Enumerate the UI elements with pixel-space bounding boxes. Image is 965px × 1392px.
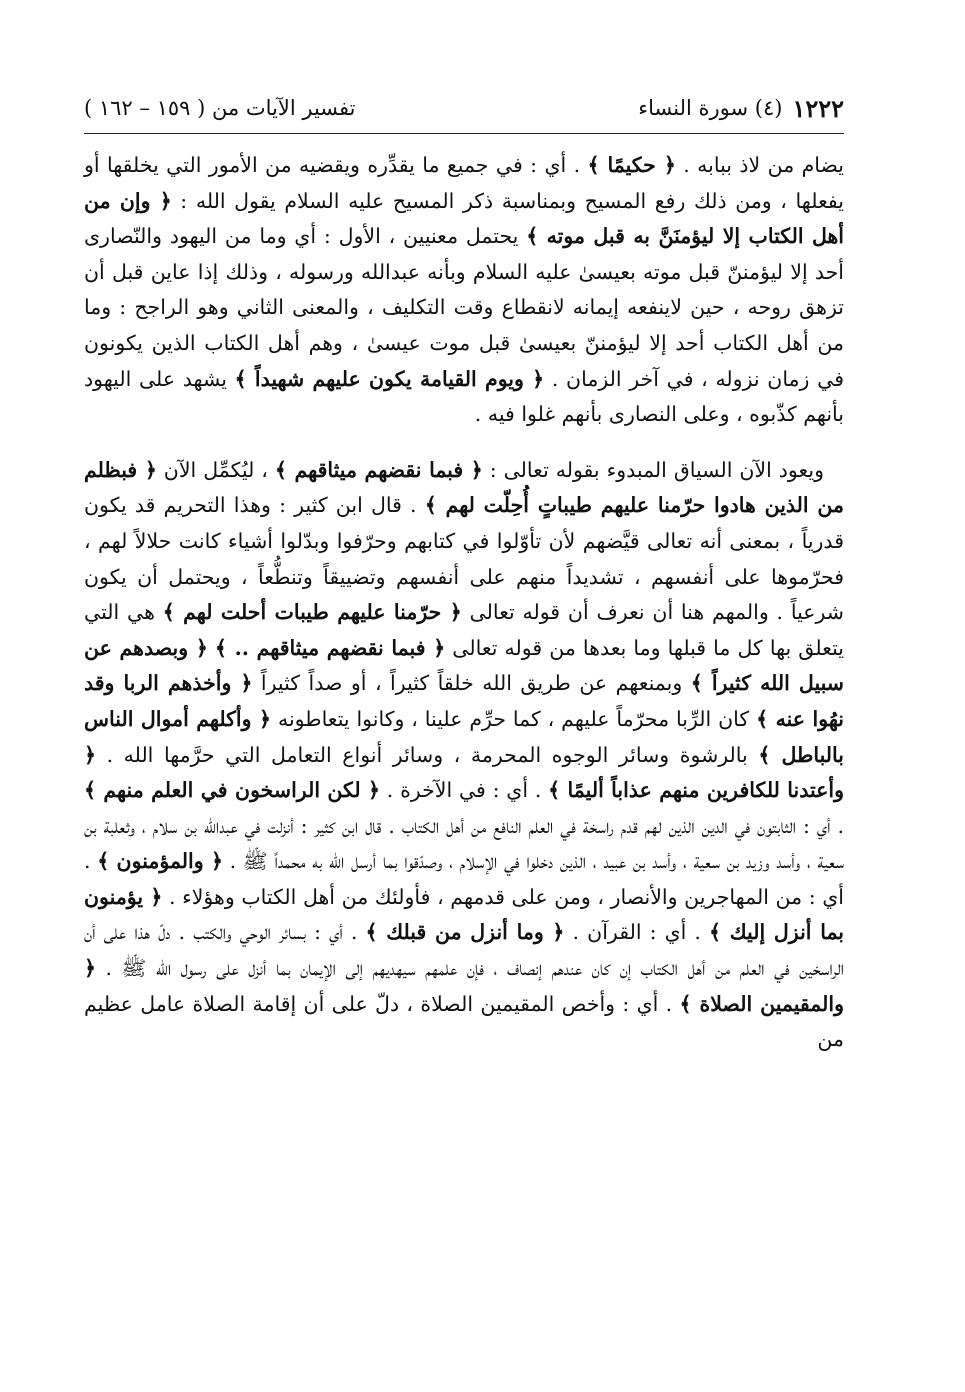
quran-quote: ﴿ وما أنزل من قبلك ﴾ bbox=[365, 920, 565, 945]
text-run: . أي : القرآن . bbox=[564, 920, 710, 945]
quran-quote: ﴿ وإن من أهل الكتاب إلا ليؤمنَنَّ به قبل موته ﴾ bbox=[84, 188, 844, 249]
text-run: . أي : في جميع ما يقدِّره ويقضيه من الأمور التي يخلقها أو يفعلها ، ومن ذلك رفع المسيح وبمناسبة ذكر المسيح عليه السلام يقول الله : bbox=[84, 153, 844, 213]
text-run: . أي : بسائر الوحي والكتب . دلّ هذا على أن الراسخين في العلم من أهل الكتاب إن كان عندهم إنصاف ، فإن علمهم سيهديهم إلى الإيمان بما أنزل على رسول الله ﷺ . bbox=[84, 920, 844, 981]
quran-quote: ﴿ حرّمنا عليهم طيبات أحلت لهم ﴾ bbox=[162, 600, 462, 625]
text-run: . قال ابن كثير : وهذا التحريم قد يكون قدرياً ، بمعنى أنه تعالى قيَّضهم لأن تأوّلوا في كتابهم وحرّفوا وبدّلوا أشياء كانت حلالاً لهم ، فحرّموها على أنفسهم ، تشديداً منهم على أنفسهم وتضييقاً وتنطُّعاً ، ويحتمل أن يكون شرعياً . والمهم هنا أن نعرف أن قوله تعالى bbox=[84, 493, 844, 625]
quran-quote: ﴿ لكن الراسخون في العلم منهم ﴾ bbox=[84, 778, 380, 803]
text-run: يشهد على اليهود بأنهم كذّبوه ، وعلى النصارى بأنهم غلوا فيه . bbox=[84, 366, 844, 427]
section-title: تفسير الآيات من ( ١٥٩ – ١٦٢ ) bbox=[84, 96, 356, 120]
quran-quote: ﴿ ويوم القيامة يكون عليهم شهيداً ﴾ bbox=[234, 366, 545, 391]
surah-name: (٤) سورة النساء bbox=[638, 96, 783, 120]
quran-quote: ﴿ فبما نقضهم ميثاقهم ﴾ bbox=[274, 457, 483, 482]
running-header bbox=[84, 88, 844, 128]
text-run: . أي : من المهاجرين والأنصار ، ومن على قدمهم ، فأولئك من أهل الكتاب وهؤلاء . bbox=[84, 849, 844, 909]
quran-quote: ﴿ والمؤمنون ﴾ bbox=[97, 849, 223, 874]
text-run: . أي : الثابتون في الدين الذين لهم قدم راسخة في العلم النافع من أهل الكتاب . قال ابن كثير : أنزلت في عبدالله بن سلام ، وثعلبة بن سعية ، وأسد وزيد بن سعية ، وأسد بن عبيد ، الذين دخلوا في الإسلام ، وصدّقوا بما أرسل الله به محمداً ﷺ . bbox=[84, 813, 844, 874]
header-divider bbox=[84, 133, 844, 134]
text-run bbox=[208, 636, 215, 660]
text-run: . أي : وأخص المقيمين الصلاة ، دلّ على أن إقامة الصلاة عامل عظيم من bbox=[84, 991, 844, 1052]
quran-quote: ﴿ فبما نقضهم ميثاقهم .. ﴾ bbox=[214, 635, 446, 660]
quran-quote: ﴿ وبصدهم عن سبيل الله كثيراً ﴾ bbox=[84, 635, 844, 696]
text-run: هي التي يتعلق بها كل ما قبلها وما بعدها من قوله تعالى bbox=[84, 600, 844, 660]
text-run: بالرشوة وسائر الوجوه المحرمة ، وسائر أنواع التعامل التي حرَّمها الله . bbox=[96, 742, 759, 767]
quran-quote: ﴿ حكيمًا ﴾ bbox=[587, 153, 676, 177]
text-run: يحتمل معنيين ، الأول : أي وما من اليهود والنّصارى أحد إلا ليؤمننّ قبل موته بعيسىٰ عليه السلام وبأنه عبدالله ورسوله ، وذلك إذا عاين قبل أن تزهق روحه ، حين لاينفعه إيمانه لانقطاع وقت التكليف ، والمعنى الثاني وهو الراجح : وما من أهل الكتاب أحد إلا ليؤمننّ بعيسىٰ قبل موت عيسىٰ ، وهم أهل الكتاب الذين يكونون في زمان نزوله ، في آخر الزمان . bbox=[84, 224, 844, 391]
text-run: ويعود الآن السياق المبدوء بقوله تعالى : bbox=[482, 457, 824, 482]
page-number: ١٢٢٢ bbox=[792, 93, 844, 123]
quran-quote: ﴿ فبظلم من الذين هادوا حرّمنا عليهم طيباتٍ أُحِلّت لهم ﴾ bbox=[84, 457, 844, 518]
text-run: ، ليُكمِّل الآن bbox=[156, 457, 275, 482]
paragraph-2 bbox=[84, 453, 844, 1058]
paragraph-1 bbox=[84, 148, 844, 433]
quran-quote: ﴿ والمقيمين الصلاة ﴾ bbox=[84, 956, 844, 1016]
text-run: وبمنعهم عن طريق الله خلقاً كثيراً ، أو صداً كثيراً bbox=[252, 671, 691, 696]
quran-quote: ﴿ وأكلهم أموال الناس بالباطل ﴾ bbox=[84, 706, 844, 767]
text-run: . أي : في الآخرة . bbox=[380, 778, 549, 803]
quran-quote: ﴿ وأخذهم الربا وقد نهُوا عنه ﴾ bbox=[84, 671, 844, 731]
header-right bbox=[638, 94, 844, 123]
quran-quote: ﴿ وأعتدنا للكافرين منهم عذاباً أليمًا ﴾ bbox=[84, 742, 844, 803]
quran-quote: ﴿ يؤمنون بما أنزل إليك ﴾ bbox=[84, 884, 845, 945]
text-run: كان الرِّبا محرّماً عليهم ، كما حرِّم علينا ، وكانوا يتعاطونه bbox=[271, 706, 757, 731]
commentary-text bbox=[84, 148, 844, 1058]
text-run: يضام من لاذ ببابه . bbox=[675, 153, 845, 177]
